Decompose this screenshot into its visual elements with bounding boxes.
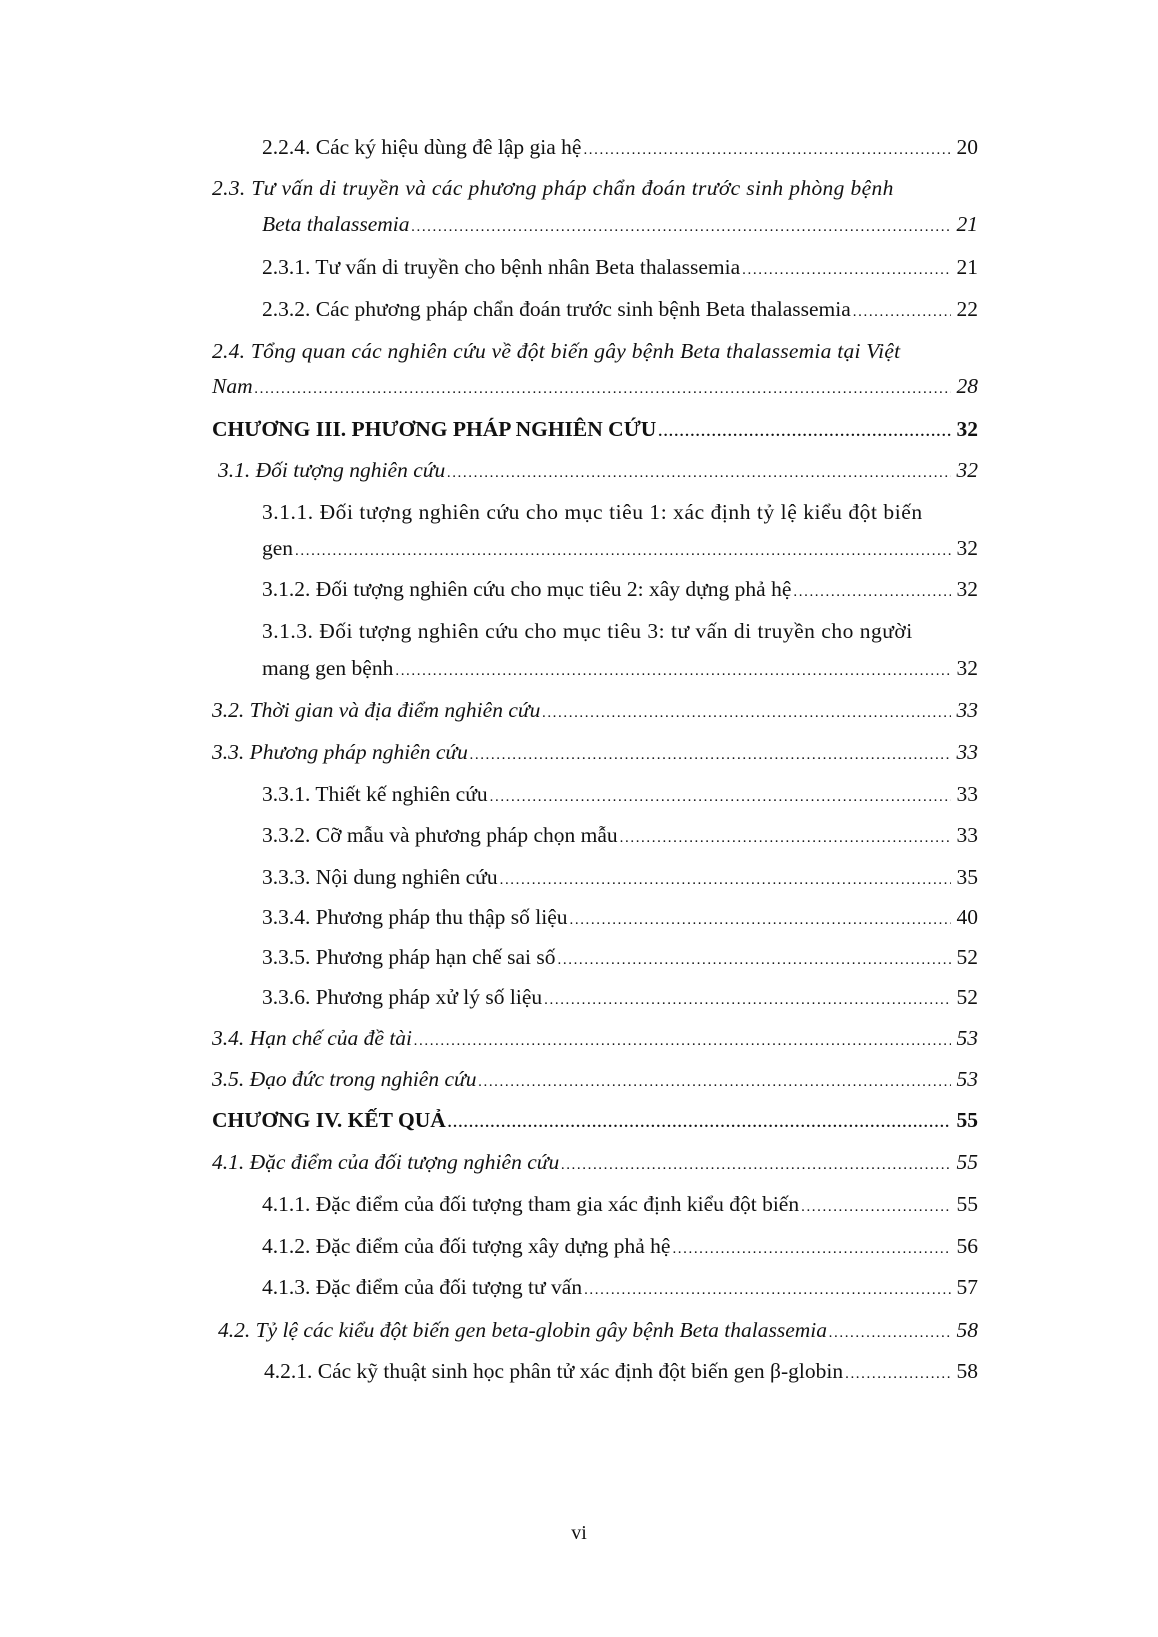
toc-entry-title: 4.2. Tỷ lệ các kiểu đột biến gen beta-globin gây bệnh Beta thalassemia	[218, 1318, 828, 1342]
toc-entry-4-1[interactable]	[212, 1148, 978, 1176]
toc-page-number: 52	[956, 945, 978, 969]
dot-leader	[742, 256, 950, 284]
toc-page-number: 32	[956, 656, 978, 680]
toc-entry-3-1-1-line-1[interactable]	[262, 498, 978, 526]
toc-entry-3-1-3-line-2[interactable]	[262, 654, 978, 682]
toc-entry-title-continued: mang gen bệnh	[262, 656, 394, 680]
toc-entry-title-continued: Nam	[212, 374, 253, 398]
dot-leader	[255, 375, 951, 403]
toc-entry-title: 3.1.3. Đối tượng nghiên cứu cho mục tiêu 3: tư vấn di truyền cho người	[262, 619, 913, 643]
toc-entry-title: 3.5. Đạo đức trong nghiên cứu	[212, 1067, 477, 1091]
dot-leader	[544, 986, 950, 1014]
toc-entry-title: 2.3. Tư vấn di truyền và các phương pháp chẩn đoán trước sinh phòng bệnh	[212, 176, 894, 200]
dot-leader	[470, 741, 951, 769]
toc-entry-title: 3.3.2. Cỡ mẫu và phương pháp chọn mẫu	[262, 823, 618, 847]
toc-entry-title: 3.4. Hạn chế của đề tài	[212, 1026, 413, 1050]
toc-entry-2-4-line-1[interactable]	[212, 337, 978, 365]
dot-leader	[448, 1109, 951, 1137]
toc-entry-title-continued: gen	[262, 536, 294, 560]
toc-entry-3-3-2[interactable]	[262, 821, 978, 849]
toc-page-number: 32	[956, 458, 978, 482]
toc-entry-title: 4.2.1. Các kỹ thuật sinh học phân tử xác định đột biến gen β-globin	[264, 1359, 844, 1383]
toc-page-number: 32	[956, 536, 978, 560]
toc-chapter-3[interactable]	[212, 415, 978, 443]
dot-leader	[479, 1068, 951, 1096]
toc-entry-title: 3.1. Đối tượng nghiên cứu	[218, 458, 446, 482]
toc-entry-title: 4.1. Đặc điểm của đối tượng nghiên cứu	[212, 1150, 560, 1174]
toc-entry-4-2-1[interactable]	[264, 1357, 978, 1385]
toc-entry-3-1-1-line-2[interactable]	[262, 534, 978, 562]
toc-page-number: 33	[956, 782, 978, 806]
toc-page-number: 58	[956, 1318, 978, 1342]
dot-leader	[570, 906, 951, 934]
toc-page-number: 35	[956, 865, 978, 889]
toc-page-number: 53	[956, 1026, 978, 1050]
toc-entry-title: 2.4. Tổng quan các nghiên cứu về đột biến gây bệnh Beta thalassemia tại Việt	[212, 339, 901, 363]
toc-chapter-title: CHƯƠNG III. PHƯƠNG PHÁP NGHIÊN CỨU	[212, 417, 657, 441]
toc-page-number: 28	[956, 374, 978, 398]
dot-leader	[490, 783, 951, 811]
toc-page-number: 33	[956, 823, 978, 847]
dot-leader	[829, 1319, 950, 1347]
toc-page-number: 53	[956, 1067, 978, 1091]
dot-leader	[558, 946, 951, 974]
toc-entry-title-continued: Beta thalassemia	[262, 212, 410, 236]
toc-entry-3-3-6[interactable]	[262, 983, 978, 1011]
toc-page-number: 33	[956, 740, 978, 764]
toc-entry-4-2[interactable]	[218, 1316, 978, 1344]
toc-entry-title: 3.3.3. Nội dung nghiên cứu	[262, 865, 498, 889]
toc-entry-3-3[interactable]	[212, 738, 978, 766]
toc-entry-2-3-2[interactable]	[262, 295, 978, 323]
toc-entry-title: 2.2.4. Các ký hiệu dùng đê lập gia hệ	[262, 135, 582, 159]
dot-leader	[542, 699, 950, 727]
dot-leader	[853, 298, 951, 326]
dot-leader	[845, 1360, 950, 1388]
dot-leader	[793, 578, 950, 606]
toc-entry-title: 2.3.1. Tư vấn di truyền cho bệnh nhân Beta thalassemia	[262, 255, 741, 279]
toc-entry-title: 3.3.1. Thiết kế nghiên cứu	[262, 782, 488, 806]
toc-entry-title: 4.1.2. Đặc điểm của đối tượng xây dựng phả hệ	[262, 1234, 671, 1258]
toc-entry-3-3-5[interactable]	[262, 943, 978, 971]
dot-leader	[412, 213, 951, 241]
toc-entry-3-3-3[interactable]	[262, 863, 978, 891]
toc-entry-title: 3.3. Phương pháp nghiên cứu	[212, 740, 468, 764]
toc-entry-2-4-line-2[interactable]	[212, 372, 978, 400]
toc-page-number: 22	[956, 297, 978, 321]
dot-leader	[561, 1151, 950, 1179]
toc-chapter-title: CHƯƠNG IV. KẾT QUẢ	[212, 1108, 446, 1132]
dot-leader	[583, 136, 950, 164]
toc-page-number: 57	[956, 1275, 978, 1299]
toc-entry-3-3-4[interactable]	[262, 903, 978, 931]
toc-page-number: 58	[956, 1359, 978, 1383]
toc-entry-2-2-4[interactable]	[262, 133, 978, 161]
toc-entry-title: 4.1.3. Đặc điểm của đối tượng tư vấn	[262, 1275, 583, 1299]
toc-entry-4-1-1[interactable]	[262, 1190, 978, 1218]
toc-entry-title: 3.2. Thời gian và địa điểm nghiên cứu	[212, 698, 541, 722]
toc-page-number: 21	[956, 212, 978, 236]
toc-entry-3-3-1[interactable]	[262, 780, 978, 808]
toc-entry-4-1-2[interactable]	[262, 1232, 978, 1260]
toc-entry-3-2[interactable]	[212, 696, 978, 724]
toc-entry-title: 2.3.2. Các phương pháp chẩn đoán trước sinh bệnh Beta thalassemia	[262, 297, 851, 321]
toc-entry-3-4[interactable]	[212, 1024, 978, 1052]
toc-entry-3-1[interactable]	[218, 456, 978, 484]
toc-entry-3-1-2[interactable]	[262, 575, 978, 603]
toc-entry-2-3-line-1[interactable]	[212, 174, 978, 202]
toc-page-number: 40	[956, 905, 978, 929]
toc-page-number: 32	[956, 577, 978, 601]
toc-page-number: 20	[956, 135, 978, 159]
toc-page-number: 56	[956, 1234, 978, 1258]
dot-leader	[584, 1276, 950, 1304]
dot-leader	[658, 418, 950, 446]
dot-leader	[500, 866, 951, 894]
dot-leader	[295, 537, 950, 565]
dot-leader	[395, 657, 950, 685]
dot-leader	[672, 1235, 950, 1263]
toc-entry-title: 3.1.1. Đối tượng nghiên cứu cho mục tiêu 1: xác định tỷ lệ kiểu đột biến	[262, 500, 923, 524]
toc-chapter-4[interactable]	[212, 1106, 978, 1134]
toc-entry-title: 3.1.2. Đối tượng nghiên cứu cho mục tiêu 2: xây dựng phả hệ	[262, 577, 792, 601]
dot-leader	[620, 824, 951, 852]
toc-entry-4-1-3[interactable]	[262, 1273, 978, 1301]
toc-entry-3-1-3-line-1[interactable]	[262, 617, 978, 645]
toc-entry-title: 3.3.6. Phương pháp xử lý số liệu	[262, 985, 543, 1009]
toc-entry-title: 4.1.1. Đặc điểm của đối tượng tham gia xác định kiểu đột biến	[262, 1192, 800, 1216]
page-footer-number: vi	[571, 1522, 587, 1544]
toc-page-number: 55	[956, 1108, 978, 1132]
toc-page-number: 55	[956, 1150, 978, 1174]
toc-page-number: 32	[956, 417, 978, 441]
dot-leader	[414, 1027, 950, 1055]
dot-leader	[801, 1193, 950, 1221]
toc-entry-title: 3.3.4. Phương pháp thu thập số liệu	[262, 905, 568, 929]
toc-page-number: 21	[956, 255, 978, 279]
toc-entry-title: 3.3.5. Phương pháp hạn chế sai số	[262, 945, 556, 969]
toc-page-number: 55	[956, 1192, 978, 1216]
toc-entry-2-3-1[interactable]	[262, 253, 978, 281]
toc-page-number: 52	[956, 985, 978, 1009]
dot-leader	[447, 459, 950, 487]
toc-entry-3-5[interactable]	[212, 1065, 978, 1093]
toc-entry-2-3-line-2[interactable]	[262, 210, 978, 238]
toc-page-number: 33	[956, 698, 978, 722]
